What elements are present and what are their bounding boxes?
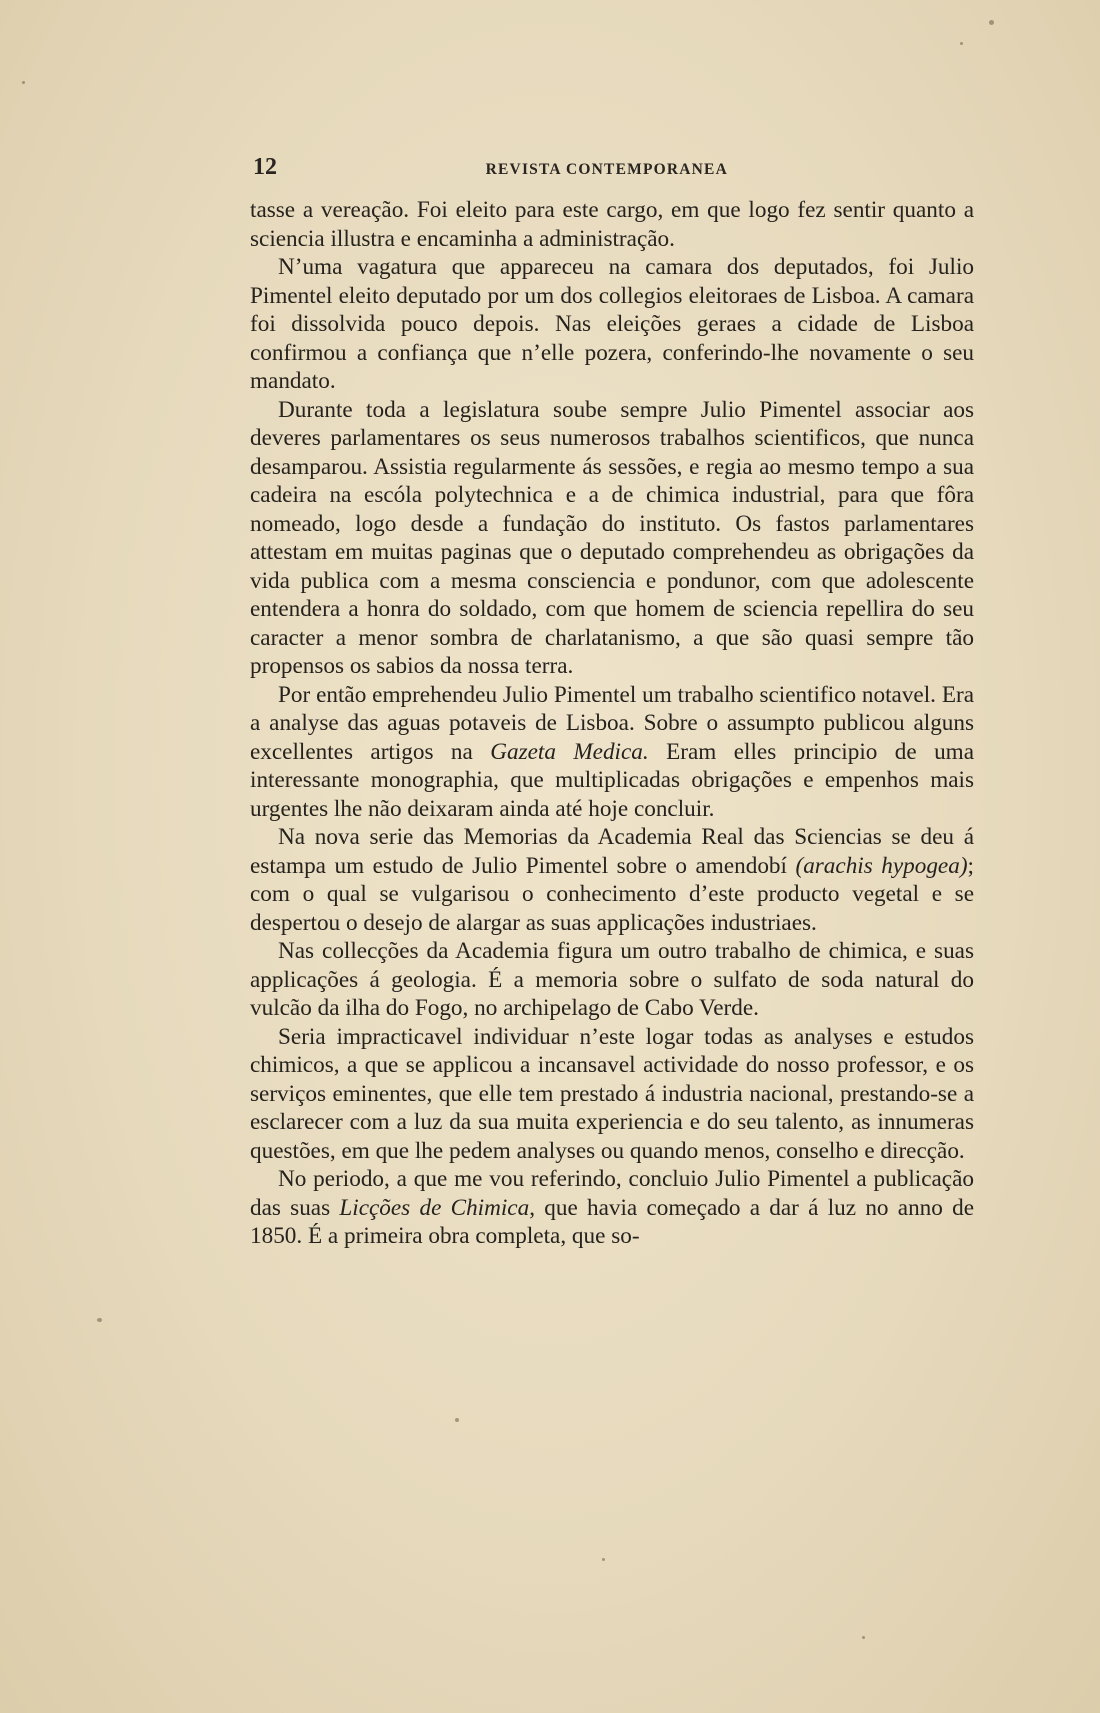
italic-scientific-name: (arachis hypogea) xyxy=(795,852,968,879)
running-head xyxy=(250,154,728,182)
italic-title-gazeta-medica: Gazeta Medica. xyxy=(490,738,649,765)
paper-speck xyxy=(989,20,994,25)
paragraph: N’uma vagatura que appareceu na camara dos deputados, foi Julio Pimentel eleito deputado por um dos collegios eleitoraes de Lisboa. A camara foi dissolvida pouco depois. Nas eleições geraes a cidade de Lisboa confirmou a confiança que n’elle pozera, conferindo-lhe novamente o seu mandato. xyxy=(250,254,974,394)
page-number: 12 xyxy=(253,154,277,180)
paragraph: No periodo, a que me vou referindo, concluio Julio Pimentel a publicação das suas Licções de Chimica, que havia começado a dar á luz no anno de 1850. É a primeira obra completa, que so- xyxy=(250,1166,974,1249)
paragraph: Seria impracticavel individuar n’este logar todas as analyses e estudos chimicos, a que se applicou a incansavel actividade do nosso professor, e os serviços eminentes, que elle tem prestado á industria nacional, prestando-se a esclarecer com a luz da sua muita experiencia e do seu talento, as innumeras questões, em que lhe pedem analyses ou quando menos, conselho e direcção. xyxy=(250,1023,974,1164)
paragraph: tasse a vereação. Foi eleito para este cargo, em que logo fez sentir quanto a sciencia illustra e encaminha a administração. xyxy=(250,197,974,252)
paper-speck xyxy=(960,42,963,45)
paper-speck xyxy=(455,1418,459,1422)
italic-title-liccoes: Licções de Chimica xyxy=(339,1194,530,1221)
paper-speck xyxy=(22,81,25,84)
paper-speck xyxy=(862,1636,865,1639)
paragraph: Na nova serie das Memorias da Academia Real das Sciencias se deu á estampa um estudo de Julio Pimentel sobre o amendobí (arachis hypogea); com o qual se vulgarisou o conhecimento d’este producto vegetal e se despertou o desejo de alargar as suas applicações industriaes. xyxy=(250,824,974,936)
journal-title: REVISTA CONTEMPORANEA xyxy=(485,161,728,178)
paper-speck xyxy=(602,1558,605,1561)
body-text xyxy=(250,196,974,1251)
paragraph: Por então emprehendeu Julio Pimentel um trabalho scientifico notavel. Era a analyse das aguas potaveis de Lisboa. Sobre o assumpto publicou alguns excellentes artigos na Gazeta Medica. Eram elles principio de uma interessante monographia, que multiplicadas obrigações e empenhos mais urgentes lhe não deixaram ainda até hoje concluir. xyxy=(250,681,974,822)
paragraph: Nas collecções da Academia figura um outro trabalho de chimica, e suas applicações á geologia. É a memoria sobre o sulfato de soda natural do vulcão da ilha do Fogo, no archipelago de Cabo Verde. xyxy=(250,938,974,1021)
paragraph: Durante toda a legislatura soube sempre Julio Pimentel associar aos deveres parlamentares os seus numerosos trabalhos scientificos, que nunca desamparou. Assistia regularmente ás sessões, e regia ao mesmo tempo a sua cadeira na escóla polytechnica e a de chimica industrial, para que fôra nomeado, logo desde a fundação do instituto. Os fastos parlamentares attestam em muitas paginas que o deputado comprehendeu as obrigações da vida publica com a mesma consciencia e pondunor, com que adolescente entendera a honra do soldado, com que homem de sciencia repellira do seu caracter a menor sombra de charlatanismo, a que são quasi sempre tão propensos os sabios da nossa terra. xyxy=(250,396,974,679)
paper-speck xyxy=(97,1318,102,1322)
